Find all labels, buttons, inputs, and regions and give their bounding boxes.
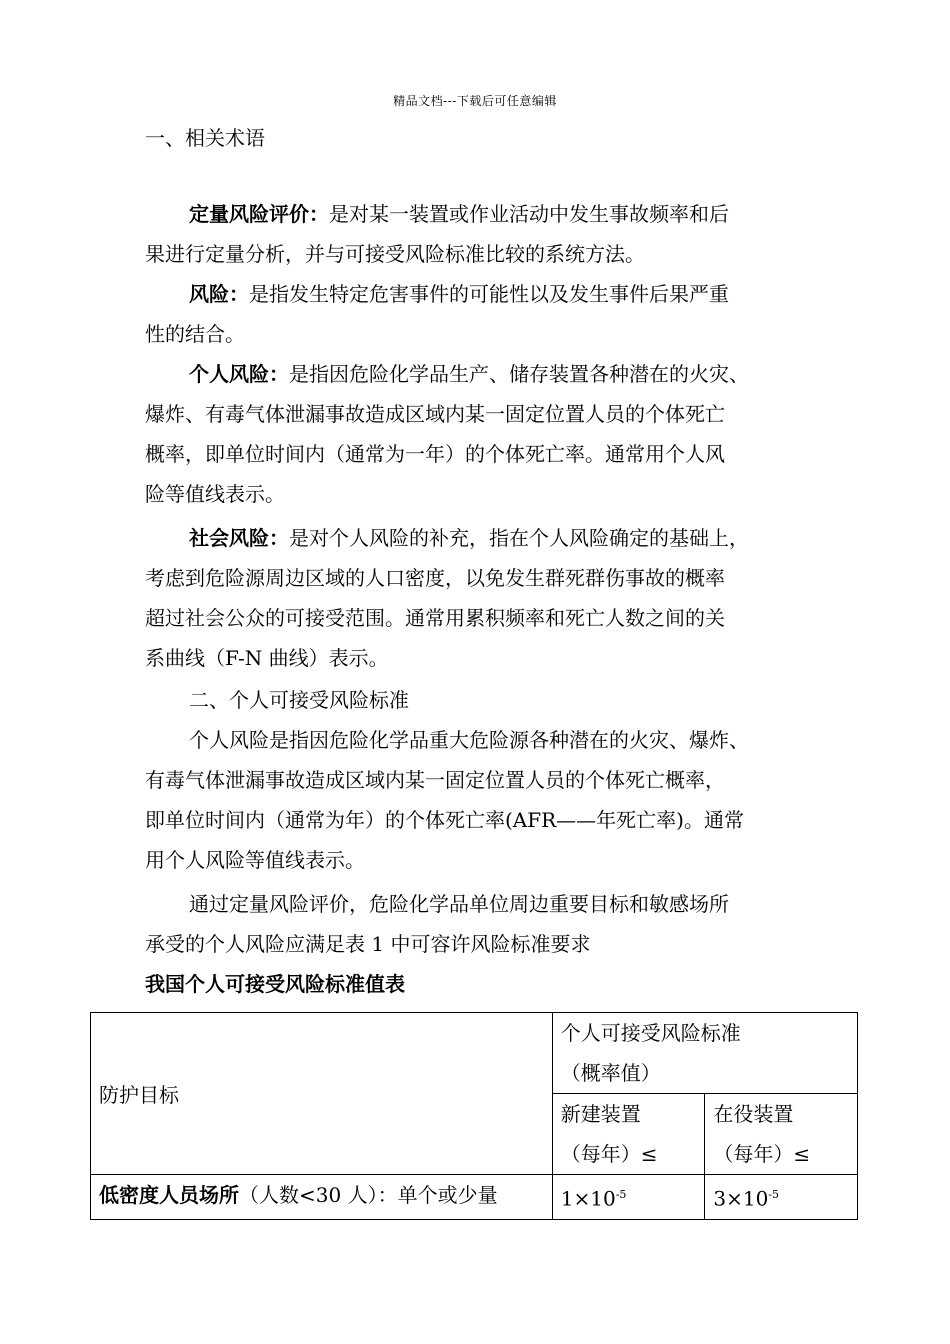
risk-standard-table [90,1012,858,1220]
definition-term: 社会风险： [189,526,289,550]
paragraph-requirement [145,884,825,964]
definition-text: 爆炸、有毒气体泄漏事故造成区域内某一固定位置人员的个体死亡 [145,402,725,426]
header-label: （概率值） [560,1061,661,1085]
section-1-title: 一、相关术语 [145,126,265,150]
page-header: 精品文档---下载后可任意编辑 [393,94,557,108]
definition-text: 险等值线表示。 [145,482,285,506]
definition-individual-risk [145,354,825,514]
table-header-target [91,1013,553,1175]
section-2-title: 二、个人可接受风险标准 [189,688,409,712]
table-header-new-installation [552,1094,705,1175]
cell-exponent: -5 [615,1188,627,1201]
definition-text: 是指发生特定危害事件的可能性以及发生事件后果严重 [249,282,729,306]
definition-text: 是对个人风险的补充，指在个人风险确定的基础上， [289,526,749,550]
table-title: 我国个人可接受风险标准值表 [145,972,405,996]
definition-text: 概率，即单位时间内（通常为一年）的个体死亡率。通常用个人风 [145,442,725,466]
definition-text: 考虑到危险源周边区域的人口密度，以免发生群死群伤事故的概率 [145,566,725,590]
paragraph-line: 即单位时间内（通常为年）的个体死亡率(AFR——年死亡率)。通常 [145,808,744,832]
header-label: 个人可接受风险标准 [560,1021,741,1045]
definition-text: 超过社会公众的可接受范围。通常用累积频率和死亡人数之间的关 [145,606,725,630]
header-label: （每年）≤ [713,1142,811,1166]
header-label: （每年）≤ [560,1142,658,1166]
cell-bold-text: 低密度人员场所 [99,1183,239,1207]
paragraph-line: 用个人风险等值线表示。 [145,848,365,872]
definition-term: 风险： [189,282,249,306]
table-header-standard [552,1013,857,1094]
cell-exponent: -5 [768,1188,780,1201]
cell-value: 3×10 [713,1186,769,1211]
paragraph-line: 承受的个人风险应满足表 1 中可容许风险标准要求 [145,932,591,956]
table-cell-existing-value [705,1175,858,1220]
definition-quantitative-risk [145,194,825,274]
header-label: 新建装置 [560,1102,641,1126]
definition-text: 性的结合。 [145,322,245,346]
paragraph-line: 通过定量风险评价，危险化学品单位周边重要目标和敏感场所 [189,892,729,916]
paragraph-line: 有毒气体泄漏事故造成区域内某一固定位置人员的个体死亡概率， [145,768,725,792]
cell-text: （人数<30 人）：单个或少量 [239,1183,498,1207]
table-cell-new-value [552,1175,705,1220]
definition-text: 是指因危险化学品生产、储存装置各种潜在的火灾、 [289,362,749,386]
paragraph-individual-risk [145,720,825,880]
table-row-target [91,1175,553,1220]
header-label: 在役装置 [713,1102,794,1126]
definition-term: 定量风险评价： [189,202,329,226]
definition-text: 系曲线（F-N 曲线）表示。 [145,646,389,670]
definition-social-risk [145,518,825,678]
definition-risk [145,274,825,354]
definition-text: 是对某一装置或作业活动中发生事故频率和后 [329,202,729,226]
paragraph-line: 个人风险是指因危险化学品重大危险源各种潜在的火灾、爆炸、 [189,728,749,752]
definition-text: 果进行定量分析，并与可接受风险标准比较的系统方法。 [145,242,645,266]
table-header-existing-installation [705,1094,858,1175]
header-label: 防护目标 [99,1083,179,1107]
definition-term: 个人风险： [189,362,289,386]
cell-value: 1×10 [560,1186,616,1211]
